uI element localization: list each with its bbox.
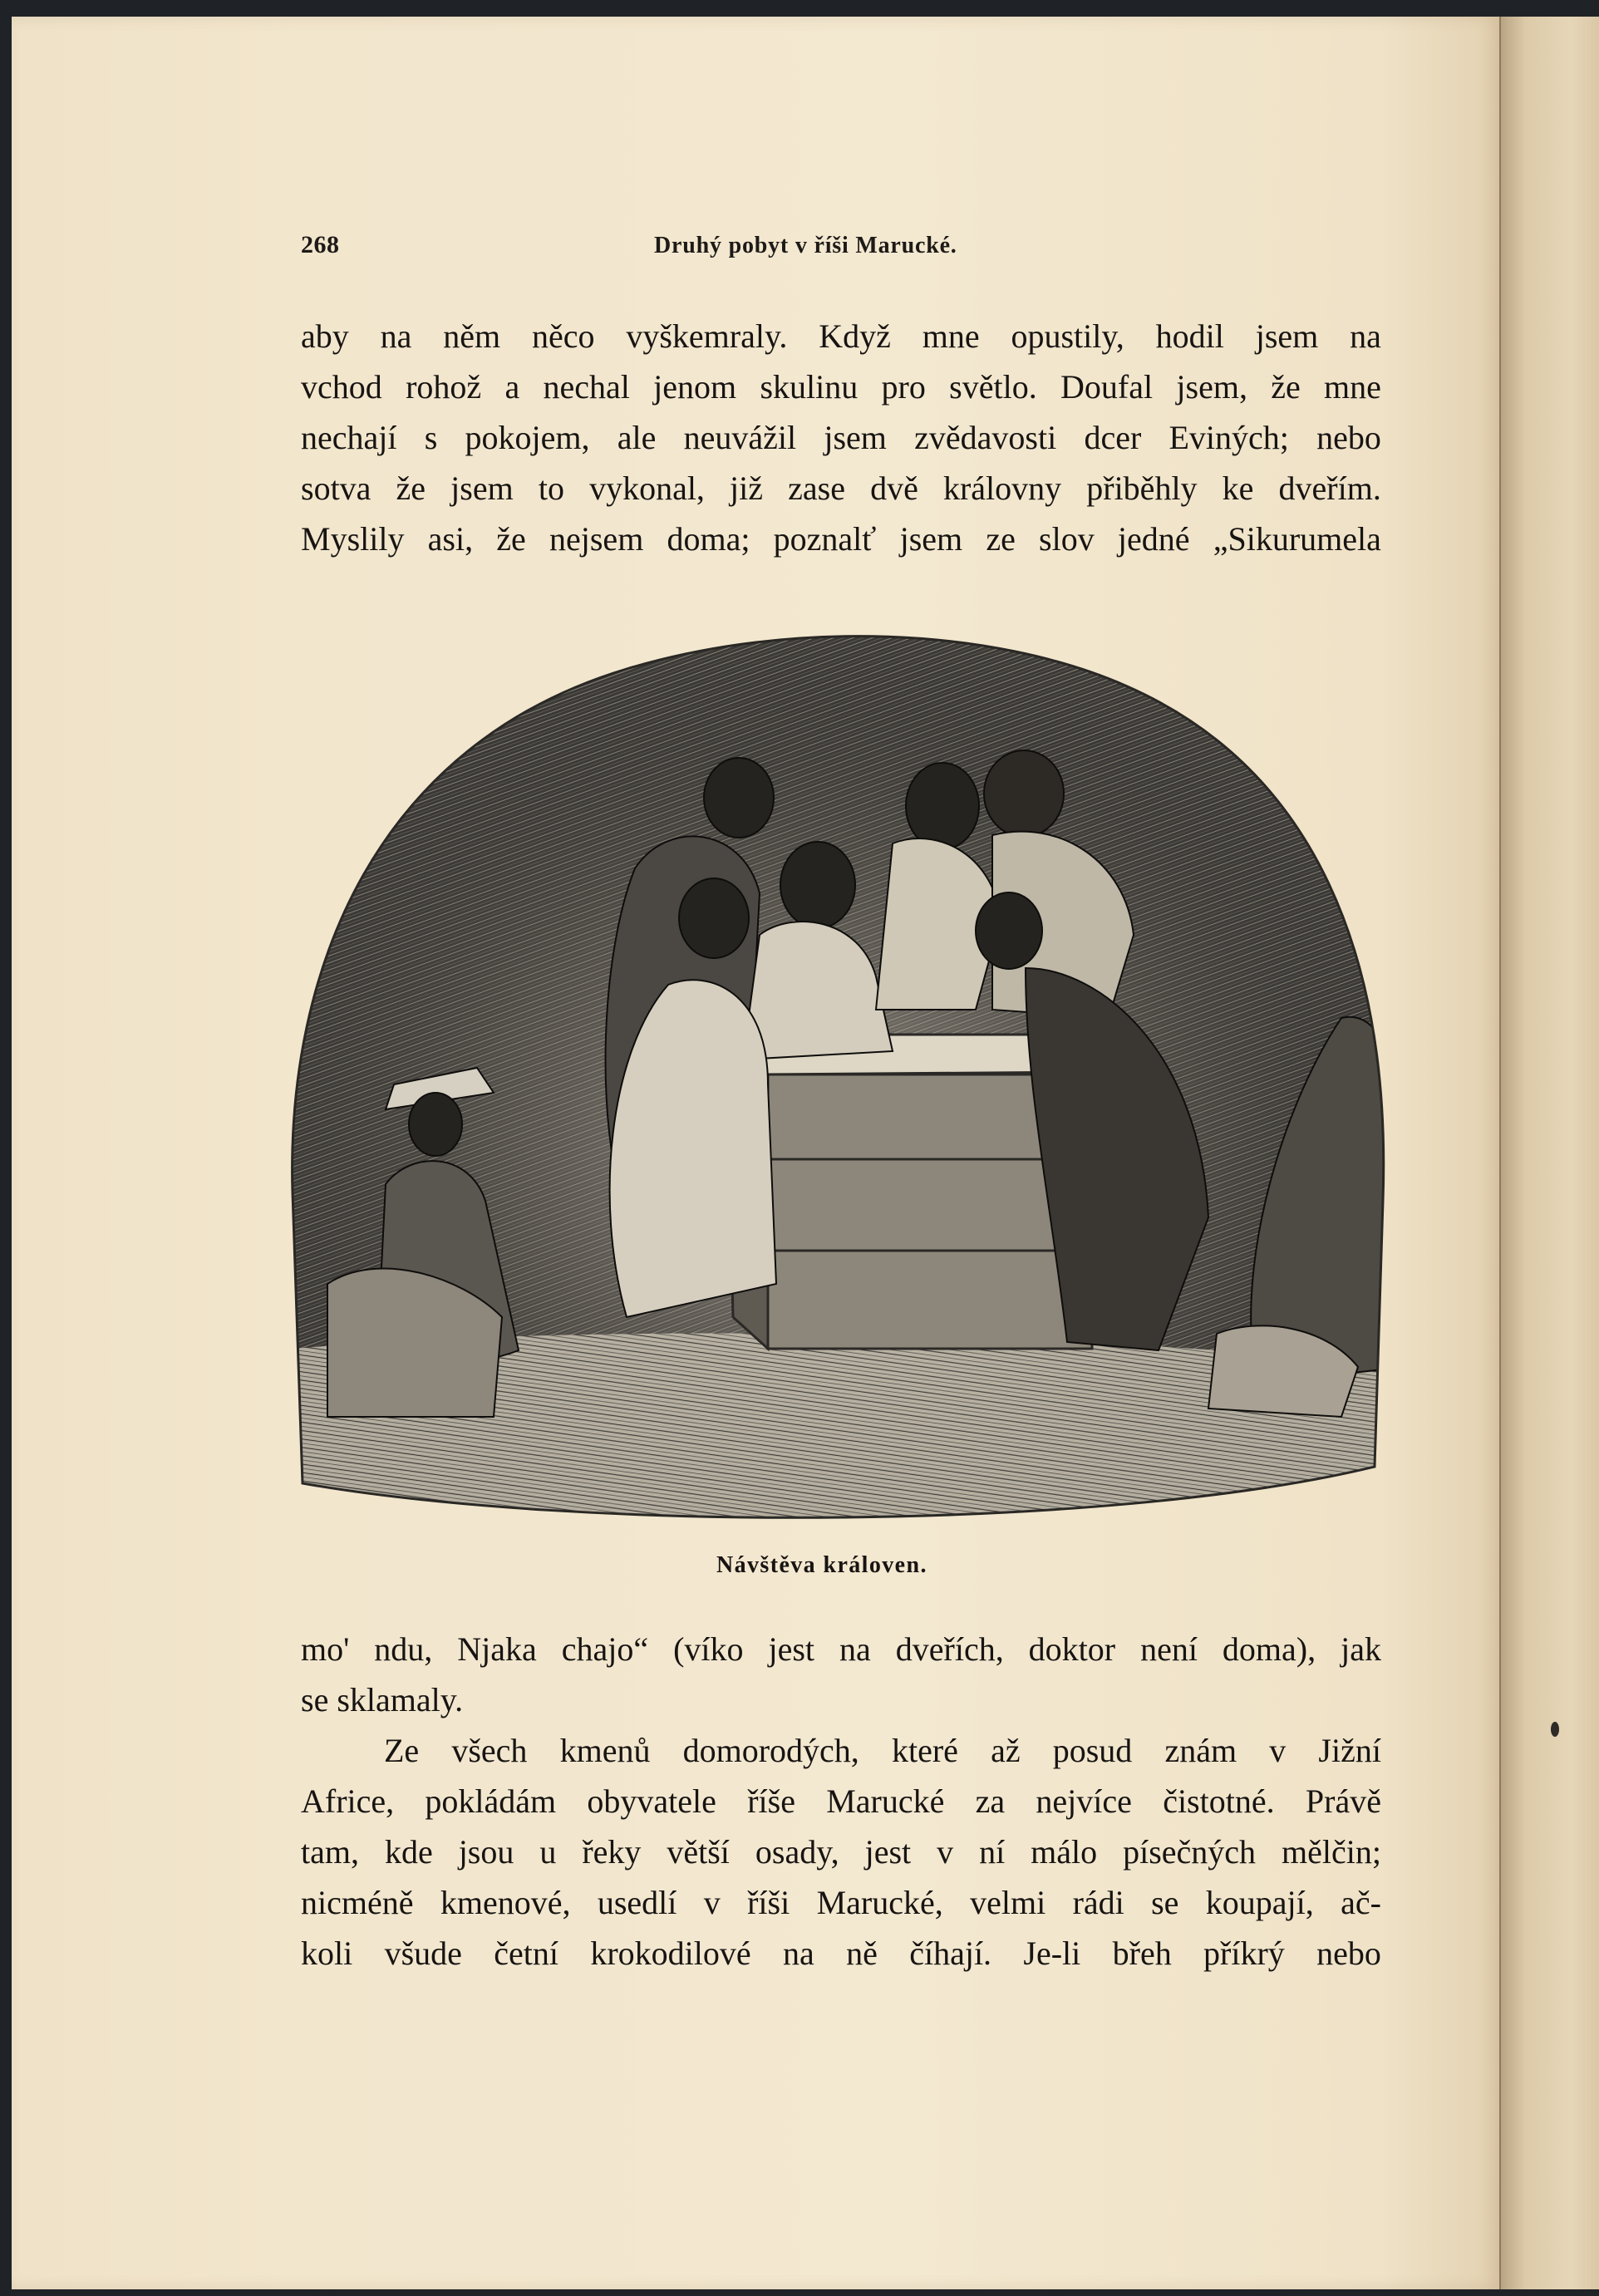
word: řeky [582, 1833, 642, 1871]
word: v [937, 1833, 954, 1871]
page-header-title: Druhý pobyt v říši Marucké. [654, 233, 957, 258]
word: poznalť [773, 520, 877, 558]
scan-speck [1551, 1722, 1559, 1737]
word: znám [1164, 1732, 1237, 1769]
word: četní [494, 1935, 558, 1972]
word: břeh [1112, 1935, 1172, 1972]
word: nicméně [301, 1884, 414, 1921]
word: větší [667, 1833, 730, 1871]
word: za [975, 1782, 1006, 1820]
word: pro [881, 368, 926, 406]
word: Právě [1305, 1782, 1381, 1820]
word: rohož [406, 368, 482, 406]
text-block-bottom [301, 1624, 1381, 1979]
word: se [1151, 1884, 1179, 1921]
word: mělčin; [1282, 1833, 1381, 1871]
word: na [782, 1935, 814, 1972]
text-line-6 [301, 1624, 1381, 1674]
word: zase [788, 470, 845, 507]
word: jest [768, 1630, 815, 1668]
word: s [424, 419, 438, 456]
word: koli [301, 1935, 353, 1972]
word: kmenů [559, 1732, 651, 1769]
word: mne [1324, 368, 1381, 406]
page-number: 268 [301, 231, 340, 258]
word: Když [819, 317, 891, 355]
word: vyškemraly. [626, 317, 788, 355]
word: nejsem [549, 520, 644, 558]
word: kmenové, [440, 1884, 571, 1921]
word: nebo [1316, 419, 1381, 456]
word: dcer [1084, 419, 1142, 456]
word: Marucké, [816, 1884, 943, 1921]
word: říše [747, 1782, 795, 1820]
word: „Sikurumela [1213, 520, 1381, 558]
word: vykonal, [589, 470, 705, 507]
word: všude [384, 1935, 462, 1972]
word: jsem [899, 520, 963, 558]
word: krokodilové [590, 1935, 751, 1972]
word: královny [942, 470, 1062, 507]
word: písečných [1123, 1833, 1257, 1871]
word: ní [979, 1833, 1006, 1871]
word: vchod [301, 368, 382, 406]
word: sotva [301, 470, 371, 507]
word: přiběhly [1086, 470, 1198, 507]
word: osady, [755, 1833, 839, 1871]
word: světlo. [949, 368, 1037, 406]
word: Marucké [826, 1782, 945, 1820]
text-line-7 [301, 1674, 1381, 1725]
word: doma), [1222, 1630, 1316, 1668]
word: až [991, 1732, 1021, 1769]
word: jak [1341, 1630, 1381, 1668]
adjacent-page-edge [1499, 17, 1599, 2289]
word: (víko [673, 1630, 744, 1668]
word: domorodých, [682, 1732, 859, 1769]
word: chajo“ [561, 1630, 649, 1668]
text-line-8 [301, 1725, 1381, 1776]
word: že [1271, 368, 1301, 406]
word: posud [1052, 1732, 1133, 1769]
word: všech [451, 1732, 528, 1769]
text-line-10 [301, 1826, 1381, 1877]
word: tam, [301, 1833, 359, 1871]
word: málo [1031, 1833, 1098, 1871]
word: Ze [384, 1732, 420, 1769]
word: Myslily [301, 520, 405, 558]
word: Doufal [1060, 368, 1154, 406]
word: na [839, 1630, 871, 1668]
word: příkrý [1203, 1935, 1285, 1972]
word: usedlí [597, 1884, 677, 1921]
text-line-12 [301, 1928, 1381, 1979]
word: ač- [1341, 1884, 1381, 1921]
word: obyvatele [587, 1782, 716, 1820]
word: hodil [1155, 317, 1224, 355]
word: ale [617, 419, 657, 456]
word: říši [747, 1884, 790, 1921]
word: u [539, 1833, 557, 1871]
word: ndu, [374, 1630, 433, 1668]
word: Je-li [1023, 1935, 1081, 1972]
word: rádi [1072, 1884, 1124, 1921]
word: jsem [1255, 317, 1319, 355]
word: ke [1222, 470, 1254, 507]
word: mne [922, 317, 980, 355]
word: nebo [1316, 1935, 1381, 1972]
word: jsou [458, 1833, 514, 1871]
word: koupají, [1205, 1884, 1314, 1921]
word: a [504, 368, 520, 406]
word: jsem, [1176, 368, 1247, 406]
word: skulinu [760, 368, 859, 406]
word: zvědavosti [914, 419, 1057, 456]
word: mo' [301, 1630, 350, 1668]
word: doktor [1028, 1630, 1116, 1668]
word: že [396, 470, 426, 507]
word: dveřím. [1278, 470, 1381, 507]
word: jenom [653, 368, 737, 406]
word: to [538, 470, 564, 507]
word: ze [986, 520, 1016, 558]
word: Jižní [1318, 1732, 1381, 1769]
word: velmi [970, 1884, 1046, 1921]
word: dveřích, [895, 1630, 1004, 1668]
word: v [1269, 1732, 1287, 1769]
word: jsem [824, 419, 887, 456]
word: dvě [870, 470, 918, 507]
running-head [301, 231, 1381, 264]
word: neuvážil [683, 419, 797, 456]
word: ně [846, 1935, 878, 1972]
word: na [380, 317, 412, 355]
word: čistotné. [1163, 1782, 1275, 1820]
word: není [1140, 1630, 1198, 1668]
word: nechal [543, 368, 630, 406]
text-line-5 [301, 514, 1381, 564]
word: na [1350, 317, 1381, 355]
word: pokládám [425, 1782, 557, 1820]
word: které [891, 1732, 958, 1769]
word: opustily, [1011, 317, 1124, 355]
text-line-1 [301, 311, 1381, 361]
word: jsem [450, 470, 514, 507]
word: nejvíce [1036, 1782, 1132, 1820]
word: aby [301, 317, 349, 355]
word: slov [1039, 520, 1095, 558]
word: něm [443, 317, 501, 355]
text-line-4 [301, 463, 1381, 514]
word: že [496, 520, 526, 558]
word: v [703, 1884, 721, 1921]
text-block-top [301, 311, 1381, 564]
illustration-caption: Návštěva královen. [716, 1552, 927, 1578]
text-line-11 [301, 1877, 1381, 1928]
text-line-3 [301, 412, 1381, 463]
word: se sklamaly. [301, 1681, 464, 1718]
text-line-2 [301, 361, 1381, 412]
word: Njaka [457, 1630, 537, 1668]
word: Africe, [301, 1782, 395, 1820]
engraving-illustration [278, 619, 1405, 1531]
word: jedné [1117, 520, 1190, 558]
word: kde [384, 1833, 433, 1871]
word: číhají. [909, 1935, 992, 1972]
word: nechají [301, 419, 397, 456]
text-line-9 [301, 1776, 1381, 1826]
word: Eviných; [1168, 419, 1289, 456]
word: asi, [427, 520, 474, 558]
word: něco [531, 317, 595, 355]
word: pokojem, [465, 419, 590, 456]
word: již [730, 470, 764, 507]
word: doma; [667, 520, 750, 558]
word: jest [864, 1833, 912, 1871]
